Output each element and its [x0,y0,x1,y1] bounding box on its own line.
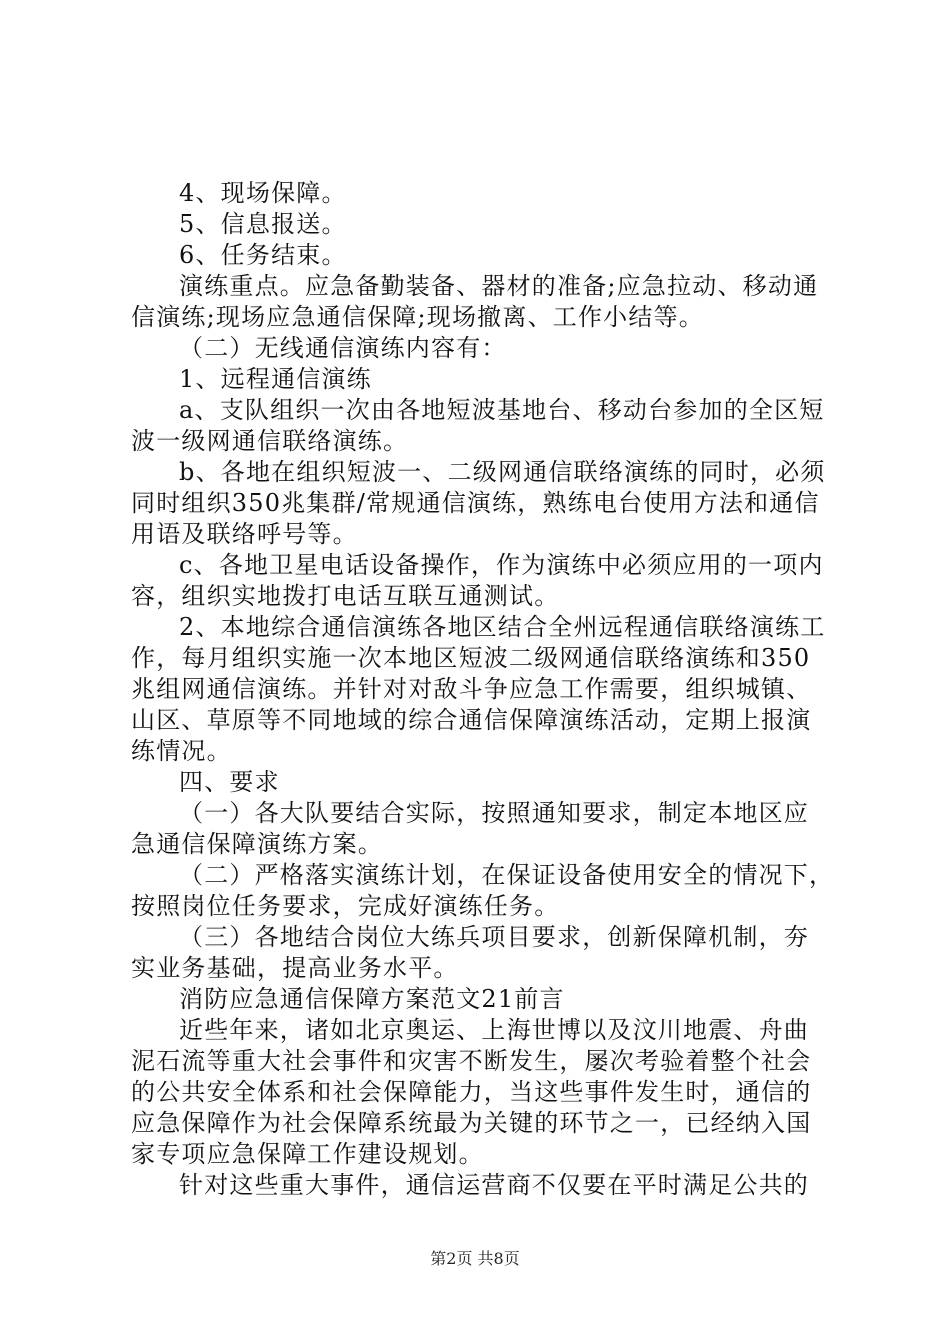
text-line: 四、要求 [179,768,280,796]
text-line: 近些年来，诸如北京奥运、上海世博以及汶川地震、舟曲 [179,1016,809,1044]
text-line: b、各地在组织短波一、二级网通信联络演练的同时，必须 [179,458,826,486]
text-line: c、各地卫星电话设备操作，作为演练中必须应用的一项内 [179,551,824,579]
text-line: 泥石流等重大社会事件和灾害不断发生，屡次考验着整个社会 [131,1047,812,1075]
text-line: 容，组织实地拨打电话互联互通测试。 [131,582,560,610]
text-line: 的公共安全体系和社会保障能力，当这些事件发生时，通信的 [131,1078,812,1106]
text-line: 6、任务结束。 [179,241,347,269]
text-line: 家专项应急保障工作建设规划。 [131,1140,484,1168]
text-line: （二）严格落实演练计划，在保证设备使用安全的情况下， [179,861,835,889]
text-line: a、支队组织一次由各地短波基地台、移动台参加的全区短 [179,396,825,424]
text-line: 急通信保障演练方案。 [131,830,383,858]
text-line: 4、现场保障。 [179,179,347,207]
text-line: （二）无线通信演练内容有： [179,334,507,362]
text-line: （一）各大队要结合实际，按照通知要求，制定本地区应 [179,799,809,827]
text-line: 演练重点。应急备勤装备、器材的准备;应急拉动、移动通 [179,272,819,300]
text-line: 针对这些重大事件，通信运营商不仅要在平时满足公共的 [179,1171,809,1199]
text-line: 实业务基础，提高业务水平。 [131,954,459,982]
text-line: 兆组网通信演练。并针对对敌斗争应急工作需要，组织城镇、 [131,675,812,703]
text-line: 2、本地综合通信演练各地区结合全州远程通信联络演练工 [179,613,826,641]
text-line: （三）各地结合岗位大练兵项目要求，创新保障机制，夯 [179,923,809,951]
text-line: 波一级网通信联络演练。 [131,427,409,455]
text-line: 同时组织350兆集群/常规通信演练，熟练电台使用方法和通信 [131,489,820,517]
page-number-footer: 第2页 共8页 [430,1249,520,1268]
text-line: 按照岗位任务要求，完成好演练任务。 [131,892,560,920]
text-line: 5、信息报送。 [179,210,347,238]
section-heading: 消防应急通信保障方案范文21前言 [179,985,565,1013]
text-line: 练情况。 [131,737,232,765]
text-line: 作，每月组织实施一次本地区短波二级网通信联络演练和350 [131,644,811,672]
text-line: 用语及联络呼号等。 [131,520,358,548]
text-line: 山区、草原等不同地域的综合通信保障演练活动，定期上报演 [131,706,812,734]
text-line: 应急保障作为社会保障系统最为关键的环节之一，已经纳入国 [131,1109,812,1137]
text-line: 1、远程通信演练 [179,365,372,393]
text-line: 信演练;现场应急通信保障;现场撤离、工作小结等。 [131,303,704,331]
